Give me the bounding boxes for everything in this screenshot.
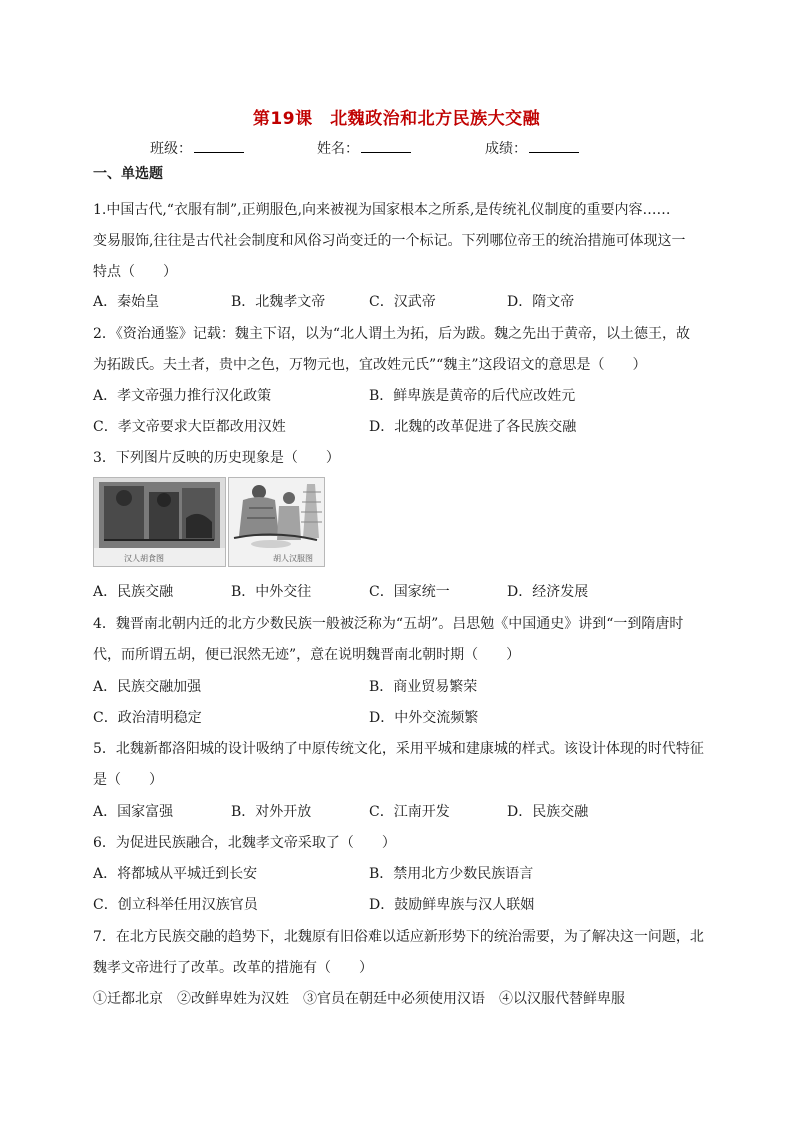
question-3-option-c[interactable]: C．国家统一	[369, 584, 450, 600]
question-2-option-b[interactable]: B．鲜卑族是黄帝的后代应改姓元	[369, 388, 576, 404]
question-6-line-1: 6．为促进民族融合，北魏孝文帝采取了（ ）	[93, 835, 396, 851]
question-4-option-a[interactable]: A．民族交融加强	[93, 679, 202, 695]
question-5-option-b[interactable]: B．对外开放	[231, 804, 312, 820]
question-6-option-a[interactable]: A．将都城从平城迁到长安	[93, 866, 258, 882]
question-4-line-1: 4．魏晋南北朝内迁的北方少数民族一般被泛称为“五胡”。吕思勉《中国通史》讲到“一到隋唐时	[93, 616, 684, 632]
image-hu-people-han-clothes	[228, 477, 325, 567]
section-heading: 一、单选题	[93, 166, 163, 182]
question-5-option-c[interactable]: C．江南开发	[369, 804, 450, 820]
question-5-line-1: 5．北魏新都洛阳城的设计吸纳了中原传统文化，采用平城和建康城的样式。该设计体现的时代特征	[93, 741, 704, 757]
name-label: 姓名：	[317, 141, 359, 157]
question-2-option-c[interactable]: C．孝文帝要求大臣都改用汉姓	[93, 419, 286, 435]
question-2-option-d[interactable]: D．北魏的改革促进了各民族交融	[369, 419, 577, 435]
question-3-option-b[interactable]: B．中外交往	[231, 584, 312, 600]
question-4-option-d[interactable]: D．中外交流频繁	[369, 710, 479, 726]
question-1-option-b[interactable]: B．北魏孝文帝	[231, 294, 326, 310]
image-caption-1: 汉人胡食图	[124, 554, 164, 563]
class-field	[150, 138, 244, 158]
question-7-statements: ①迁都北京 ②改鲜卑姓为汉姓 ③官员在朝廷中必须使用汉语 ④以汉服代替鲜卑服	[93, 991, 625, 1007]
question-5-line-2: 是（ ）	[93, 772, 163, 788]
class-blank[interactable]	[194, 139, 244, 153]
question-1-line-2: 变易服饰,往往是古代社会制度和风俗习尚变迁的一个标记。下列哪位帝王的统治措施可体现这一	[93, 233, 686, 249]
question-5-option-a[interactable]: A．国家富强	[93, 804, 174, 820]
question-2-line-1: 2．《资治通鉴》记载：魏主下诏，以为“北人谓土为拓，后为跋。魏之先出于黄帝，以土德王，故	[93, 326, 691, 342]
question-7-line-2: 魏孝文帝进行了改革。改革的措施有（ ）	[93, 960, 373, 976]
question-4-line-2: 代，而所谓五胡，便已泯然无迹”，意在说明魏晋南北朝时期（ ）	[93, 647, 521, 663]
question-1-line-3: 特点（ ）	[93, 264, 177, 280]
name-blank[interactable]	[361, 139, 411, 153]
question-4-option-b[interactable]: B．商业贸易繁荣	[369, 679, 478, 695]
question-3-line-1: 3．下列图片反映的历史现象是（ ）	[93, 450, 340, 466]
score-label: 成绩：	[485, 141, 527, 157]
question-1-option-c[interactable]: C．汉武帝	[369, 294, 436, 310]
page-title: 第19课 北魏政治和北方民族大交融	[252, 109, 541, 129]
question-2-option-a[interactable]: A．孝文帝强力推行汉化政策	[93, 388, 272, 404]
question-1-line-1: 1.中国古代,“衣服有制”,正朔服色,向来被视为国家根本之所系,是传统礼仪制度的重要内容……	[93, 202, 671, 218]
image-caption-2: 胡人汉服图	[273, 554, 313, 563]
question-3-option-d[interactable]: D．经济发展	[507, 584, 589, 600]
image-han-people-hu-food	[93, 477, 226, 567]
question-6-option-d[interactable]: D．鼓励鲜卑族与汉人联姻	[369, 897, 535, 913]
question-1-option-a[interactable]: A．秦始皇	[93, 294, 160, 310]
question-6-option-b[interactable]: B．禁用北方少数民族语言	[369, 866, 534, 882]
question-7-line-1: 7．在北方民族交融的趋势下，北魏原有旧俗难以适应新形势下的统治需要，为了解决这一问题，北	[93, 929, 704, 945]
question-2-line-2: 为拓跋氏。夫土者，贵中之色，万物元也，宜改姓元氏”“魏主”这段诏文的意思是（ ）	[93, 357, 647, 373]
question-6-option-c[interactable]: C．创立科举任用汉族官员	[93, 897, 258, 913]
class-label: 班级：	[150, 141, 192, 157]
score-field	[485, 138, 579, 158]
question-3-option-a[interactable]: A．民族交融	[93, 584, 174, 600]
score-blank[interactable]	[529, 139, 579, 153]
question-1-option-d[interactable]: D．隋文帝	[507, 294, 575, 310]
name-field	[317, 138, 411, 158]
question-4-option-c[interactable]: C．政治清明稳定	[93, 710, 202, 726]
question-5-option-d[interactable]: D．民族交融	[507, 804, 589, 820]
